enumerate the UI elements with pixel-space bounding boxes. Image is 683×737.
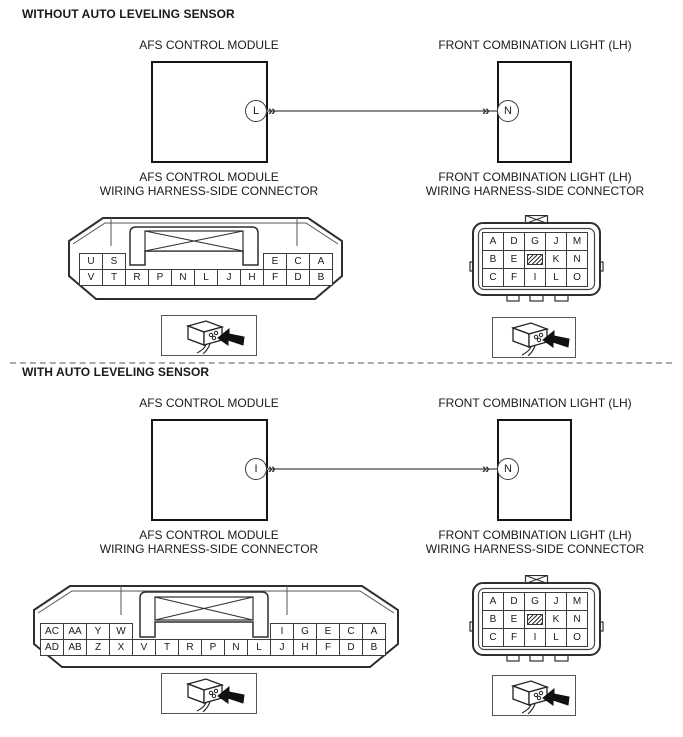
pin-row-top bbox=[40, 623, 386, 640]
pin-cell: F bbox=[503, 628, 525, 647]
fcl-connector-label bbox=[415, 171, 655, 198]
pin-cell: N bbox=[224, 639, 248, 656]
pin-cell: N bbox=[566, 610, 588, 629]
pin-cell: R bbox=[178, 639, 202, 656]
pin-row bbox=[482, 628, 588, 647]
pin-cell: J bbox=[545, 232, 567, 251]
pin-cell: D bbox=[503, 232, 525, 251]
pin-cell: Y bbox=[86, 623, 110, 640]
pin-cell: D bbox=[286, 269, 310, 286]
pin-cell: C bbox=[482, 268, 504, 287]
afs-module-title: AFS CONTROL MODULE bbox=[139, 38, 279, 52]
afs-connector-label bbox=[84, 529, 334, 556]
section-heading: WITH AUTO LEVELING SENSOR bbox=[22, 365, 210, 379]
pin-cell: E bbox=[316, 623, 340, 640]
connector-view-box bbox=[161, 673, 257, 714]
pin-cell: B bbox=[309, 269, 333, 286]
pin-cell: U bbox=[79, 253, 103, 270]
pin-cell: B bbox=[482, 610, 504, 629]
afs-module-title: AFS CONTROL MODULE bbox=[139, 396, 279, 410]
fcl-connector-label-line2: WIRING HARNESS-SIDE CONNECTOR bbox=[425, 541, 645, 556]
pin-cell: V bbox=[132, 639, 156, 656]
connector-view-box bbox=[161, 315, 257, 356]
pin-cell: I bbox=[524, 628, 546, 647]
fcl-connector-label-line1: FRONT COMBINATION LIGHT (LH) bbox=[438, 170, 632, 184]
pin-cell: I bbox=[270, 623, 294, 640]
pin-row bbox=[482, 610, 588, 629]
wire-arrow-icon: » bbox=[482, 460, 490, 476]
pin-cell: N bbox=[566, 250, 588, 269]
connector-view-box bbox=[492, 317, 576, 358]
pin-cell: H bbox=[293, 639, 317, 656]
pin-cell: A bbox=[482, 592, 504, 611]
connector-photo-icon bbox=[497, 320, 571, 356]
pin-cell: L bbox=[545, 628, 567, 647]
section-with-auto-leveling-sensor bbox=[0, 358, 683, 737]
pin-cell: X bbox=[109, 639, 133, 656]
pin-cell: G bbox=[524, 592, 546, 611]
pin-row-bottom bbox=[79, 269, 333, 286]
pin-cell: C bbox=[339, 623, 363, 640]
fcl-pin-terminal: N bbox=[497, 100, 519, 122]
pin-cell: AA bbox=[63, 623, 87, 640]
pin-cell: E bbox=[503, 250, 525, 269]
afs-connector-label-line2: WIRING HARNESS-SIDE CONNECTOR bbox=[99, 541, 319, 556]
pin-cell: C bbox=[482, 628, 504, 647]
pin-row bbox=[482, 592, 588, 611]
pin-cell: P bbox=[148, 269, 172, 286]
pin-cell: AB bbox=[63, 639, 87, 656]
pin-cell: D bbox=[503, 592, 525, 611]
wire-arrow-icon: » bbox=[268, 102, 276, 118]
pin-cell: F bbox=[316, 639, 340, 656]
pin-cell: T bbox=[102, 269, 126, 286]
pin-cell: L bbox=[194, 269, 218, 286]
pin-cell: G bbox=[293, 623, 317, 640]
pin-cell: AC bbox=[40, 623, 64, 640]
pin-cell bbox=[524, 610, 546, 629]
pin-cell: L bbox=[545, 268, 567, 287]
afs-harness-connector bbox=[68, 215, 343, 301]
pin-cell: H bbox=[240, 269, 264, 286]
fcl-harness-connector bbox=[469, 575, 604, 663]
pin-cell: P bbox=[201, 639, 225, 656]
pin-cell: V bbox=[79, 269, 103, 286]
pin-cell: M bbox=[566, 232, 588, 251]
pin-cell: R bbox=[125, 269, 149, 286]
connector-photo-icon bbox=[172, 676, 246, 712]
fcl-pin-terminal: N bbox=[497, 458, 519, 480]
pin-cell: J bbox=[270, 639, 294, 656]
pin-cell: E bbox=[503, 610, 525, 629]
wire-arrow-icon: » bbox=[268, 460, 276, 476]
pin-grid bbox=[482, 232, 588, 287]
section-without-auto-leveling-sensor bbox=[0, 0, 683, 362]
pin-cell: Z bbox=[86, 639, 110, 656]
pin-cell: K bbox=[545, 610, 567, 629]
fcl-connector-label-line1: FRONT COMBINATION LIGHT (LH) bbox=[438, 528, 632, 542]
afs-pin-terminal: L bbox=[245, 100, 267, 122]
pin-cell: F bbox=[503, 268, 525, 287]
pin-row-top bbox=[79, 253, 333, 270]
connector-photo-icon bbox=[497, 678, 571, 714]
pin-cell: E bbox=[263, 253, 287, 270]
pin-row bbox=[482, 268, 588, 287]
pin-cell: K bbox=[545, 250, 567, 269]
pin-cell: M bbox=[566, 592, 588, 611]
connector-photo-icon bbox=[172, 318, 246, 354]
pin-cell: W bbox=[109, 623, 133, 640]
pin-cell: AD bbox=[40, 639, 64, 656]
afs-pin-terminal: I bbox=[245, 458, 267, 480]
pin-cell: D bbox=[339, 639, 363, 656]
wire-line bbox=[267, 110, 497, 112]
connector-view-box bbox=[492, 675, 576, 716]
pin-cell: J bbox=[545, 592, 567, 611]
pin-cell: B bbox=[362, 639, 386, 656]
pin-cell: A bbox=[482, 232, 504, 251]
fcl-harness-connector bbox=[469, 215, 604, 303]
pin-cell: T bbox=[155, 639, 179, 656]
afs-connector-label bbox=[84, 171, 334, 198]
fcl-connector-label-line2: WIRING HARNESS-SIDE CONNECTOR bbox=[425, 183, 645, 198]
pin-cell: C bbox=[286, 253, 310, 270]
fcl-module-title: FRONT COMBINATION LIGHT (LH) bbox=[438, 38, 632, 52]
fcl-connector-label bbox=[415, 529, 655, 556]
pin-row bbox=[482, 232, 588, 251]
pin-cell: G bbox=[524, 232, 546, 251]
pin-cell: J bbox=[217, 269, 241, 286]
fcl-module-title: FRONT COMBINATION LIGHT (LH) bbox=[438, 396, 632, 410]
pin-cell: O bbox=[566, 628, 588, 647]
pin-row bbox=[482, 250, 588, 269]
pin-cell bbox=[524, 250, 546, 269]
section-heading: WITHOUT AUTO LEVELING SENSOR bbox=[22, 7, 235, 21]
pin-cell: O bbox=[566, 268, 588, 287]
pin-cell: S bbox=[102, 253, 126, 270]
wire-arrow-icon: » bbox=[482, 102, 490, 118]
pin-row-bottom bbox=[40, 639, 386, 656]
afs-connector-label-line2: WIRING HARNESS-SIDE CONNECTOR bbox=[99, 183, 319, 198]
pin-grid bbox=[482, 592, 588, 647]
pin-cell: L bbox=[247, 639, 271, 656]
pin-cell: F bbox=[263, 269, 287, 286]
pin-cell: N bbox=[171, 269, 195, 286]
afs-connector-label-line1: AFS CONTROL MODULE bbox=[139, 170, 279, 184]
pin-cell: A bbox=[362, 623, 386, 640]
pin-cell: I bbox=[524, 268, 546, 287]
afs-harness-connector bbox=[33, 582, 399, 670]
pin-cell: A bbox=[309, 253, 333, 270]
afs-connector-label-line1: AFS CONTROL MODULE bbox=[139, 528, 279, 542]
pin-cell: B bbox=[482, 250, 504, 269]
wire-line bbox=[267, 468, 497, 470]
